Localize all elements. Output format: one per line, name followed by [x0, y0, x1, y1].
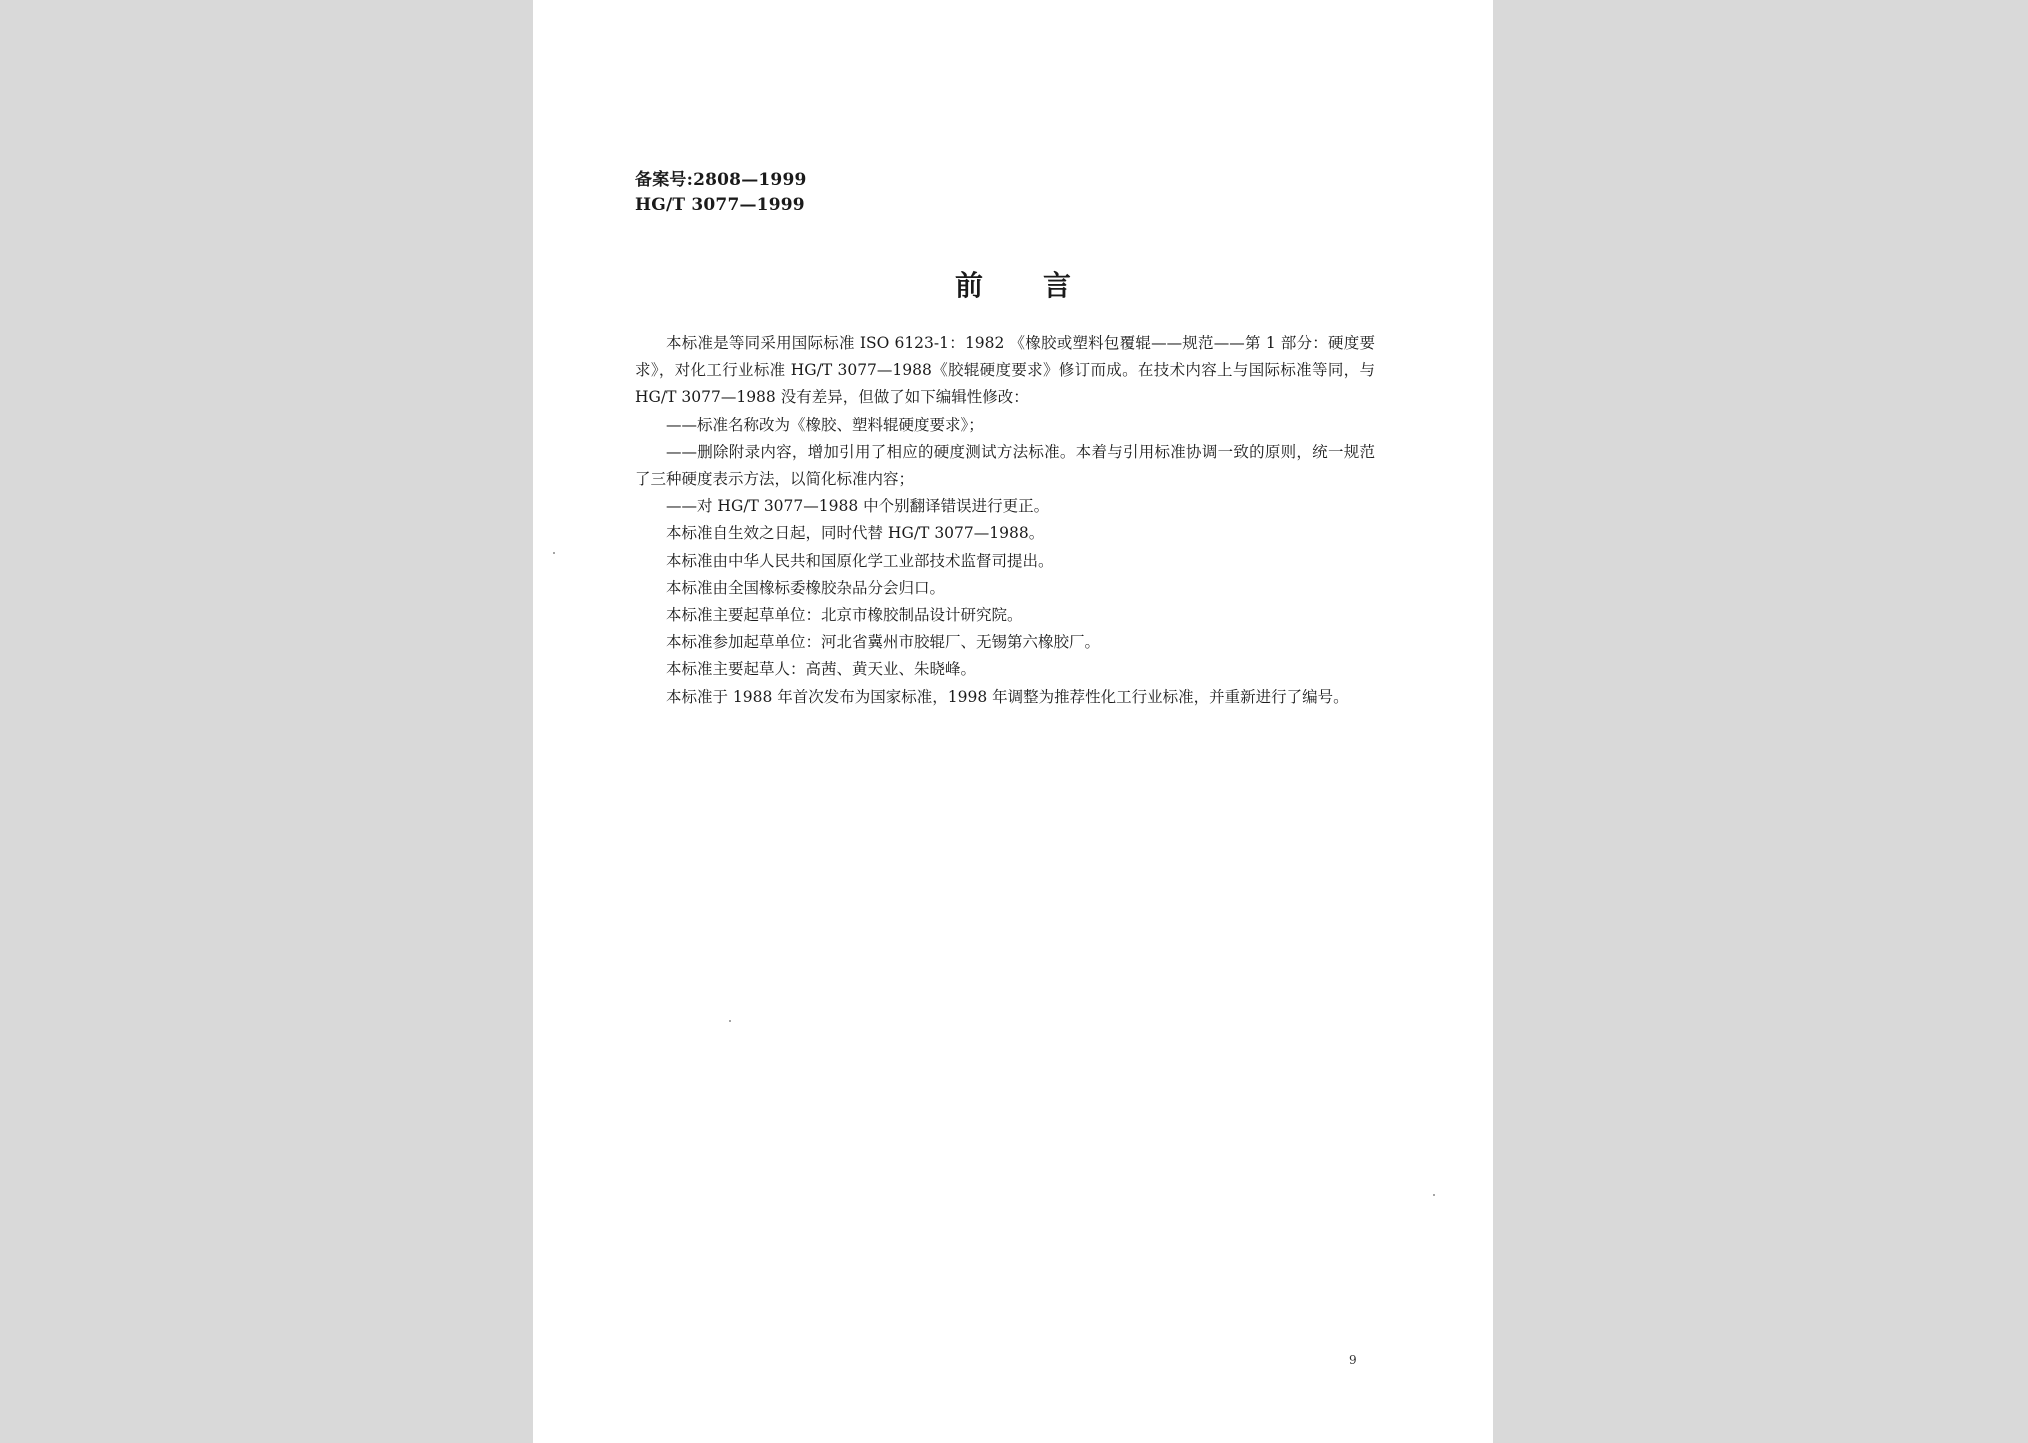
- document-page: [533, 0, 1493, 1443]
- paragraph: 本标准由中华人民共和国原化学工业部技术监督司提出。: [666, 551, 1054, 570]
- paragraph: 本标准由全国橡标委橡胶杂品分会归口。: [666, 578, 946, 597]
- scan-speck: [729, 1020, 731, 1022]
- standard-code: HG/T 3077—1999: [635, 195, 805, 215]
- paragraph: ——删除附录内容，增加引用了相应的硬度测试方法标准。本着与引用标准协调一致的原则，统一规范了三种硬度表示方法，以简化标准内容；: [635, 442, 1375, 489]
- title-char-2: 言: [1043, 269, 1072, 302]
- paragraph: 本标准参加起草单位：河北省冀州市胶辊厂、无锡第六橡胶厂。: [666, 633, 1101, 652]
- page-number: 9: [1349, 1353, 1357, 1367]
- scan-speck: [1433, 1194, 1435, 1196]
- filing-number: 备案号:2808—1999: [635, 170, 807, 190]
- paragraph: ——对 HG/T 3077—1988 中个别翻译错误进行更正。: [666, 497, 1050, 516]
- paragraph: 本标准自生效之日起，同时代替 HG/T 3077—1988。: [666, 524, 1045, 543]
- foreword-body: [635, 330, 1375, 711]
- paragraph: 本标准主要起草人：高茜、黄天业、朱晓峰。: [666, 660, 977, 679]
- paragraph: 本标准主要起草单位：北京市橡胶制品设计研究院。: [666, 606, 1023, 625]
- paragraph: ——标准名称改为《橡胶、塑料辊硬度要求》；: [666, 415, 984, 434]
- paragraph: 本标准是等同采用国际标准 ISO 6123-1：1982 《橡胶或塑料包覆辊——规范——第 1 部分：硬度要求》，对化工行业标准 HG/T 3077—1988《胶辊硬度要求》修订而成。在技术内容上与国际标准等同，与 HG/T 3077—1988 没有差异，但做了如下编辑性修改：: [635, 334, 1375, 407]
- page-title: [533, 268, 1493, 304]
- document-header: [635, 168, 807, 218]
- scan-speck: [553, 552, 555, 554]
- paragraph: 本标准于 1988 年首次发布为国家标准，1998 年调整为推荐性化工行业标准，并重新进行了编号。: [666, 687, 1349, 706]
- title-char-1: 前: [954, 269, 983, 302]
